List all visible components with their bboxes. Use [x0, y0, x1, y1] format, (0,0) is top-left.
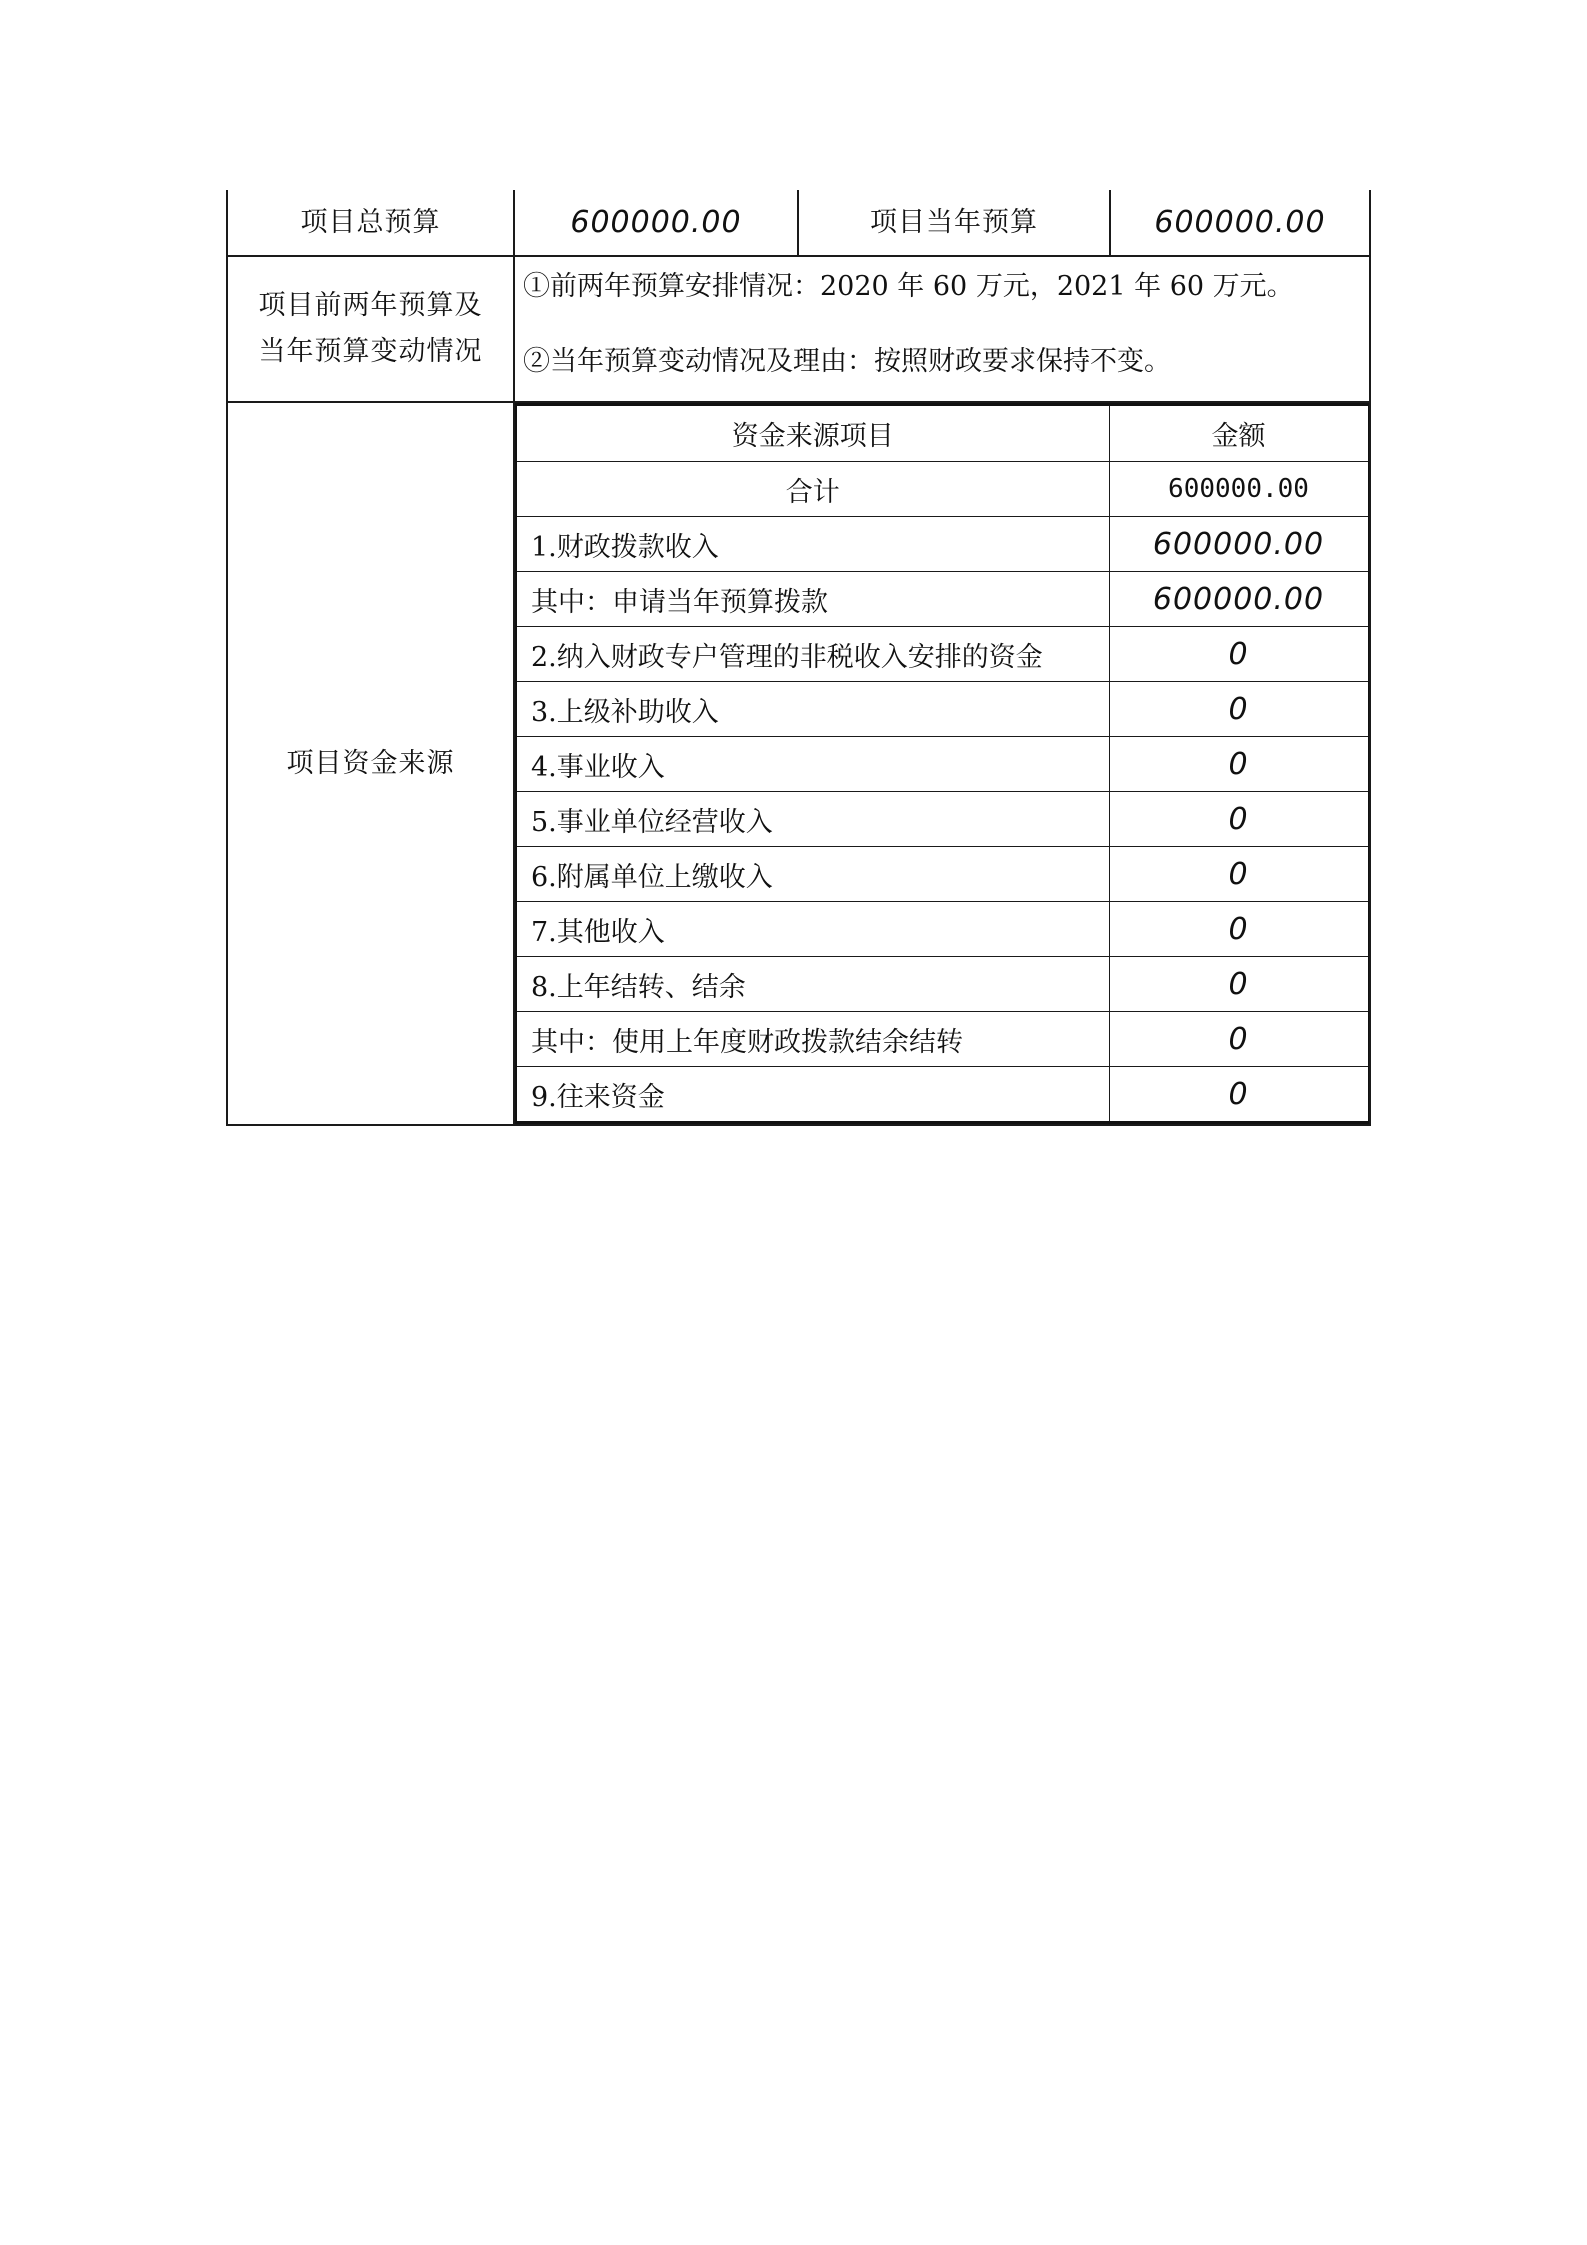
funding-row-label: 7.其他收入: [516, 902, 1109, 957]
table-row: [516, 572, 1369, 627]
funding-row-value: 0: [1109, 847, 1369, 902]
funding-row-value: 0: [1109, 1067, 1369, 1123]
funding-row-value: 0: [1109, 627, 1369, 682]
budget-change-row: [227, 256, 1370, 402]
funding-amount-header: 金额: [1109, 405, 1369, 462]
table-row: [516, 902, 1369, 957]
funding-total-value: 600000.00: [1109, 462, 1369, 517]
funding-row-label: 4.事业收入: [516, 737, 1109, 792]
table-row: [516, 792, 1369, 847]
funding-row-value: 0: [1109, 682, 1369, 737]
total-budget-value: 600000.00: [514, 190, 798, 256]
funding-source-row: [227, 402, 1370, 1125]
funding-row-value: 600000.00: [1109, 517, 1369, 572]
table-row: [516, 1012, 1369, 1067]
project-budget-table: [226, 190, 1371, 1126]
funding-source-container: [514, 402, 1370, 1125]
current-budget-value: 600000.00: [1110, 190, 1370, 256]
funding-header-row: [516, 405, 1369, 462]
table-row: [516, 517, 1369, 572]
funding-row-value: 0: [1109, 1012, 1369, 1067]
table-row: [516, 847, 1369, 902]
funding-row-value: 0: [1109, 737, 1369, 792]
funding-row-label: 5.事业单位经营收入: [516, 792, 1109, 847]
funding-row-label: 9.往来资金: [516, 1067, 1109, 1123]
budget-change-label: [227, 256, 514, 402]
current-budget-label: 项目当年预算: [798, 190, 1110, 256]
budget-row: [227, 190, 1370, 256]
budget-change-content: [514, 256, 1370, 402]
funding-row-label: 其中：申请当年预算拨款: [516, 572, 1109, 627]
funding-row-label: 8.上年结转、结余: [516, 957, 1109, 1012]
table-row: [516, 957, 1369, 1012]
previous-years-budget-text: ①前两年预算安排情况：2020 年 60 万元，2021 年 60 万元。: [523, 271, 1294, 302]
table-row: [516, 682, 1369, 737]
funding-row-value: 0: [1109, 902, 1369, 957]
funding-row-label: 1.财政拨款收入: [516, 517, 1109, 572]
funding-total-label: 合计: [516, 462, 1109, 517]
funding-row-label: 2.纳入财政专户管理的非税收入安排的资金: [516, 627, 1109, 682]
funding-row-value: 0: [1109, 957, 1369, 1012]
budget-change-label-line1: 项目前两年预算及: [258, 290, 483, 321]
funding-row-label: 6.附属单位上缴收入: [516, 847, 1109, 902]
table-row: [516, 1067, 1369, 1123]
funding-source-table: [515, 403, 1371, 1124]
total-budget-label: 项目总预算: [227, 190, 514, 256]
funding-row-value: 600000.00: [1109, 572, 1369, 627]
funding-row-label: 其中：使用上年度财政拨款结余结转: [516, 1012, 1109, 1067]
funding-source-label: 项目资金来源: [227, 402, 514, 1125]
funding-total-row: [516, 462, 1369, 517]
budget-change-label-line2: 当年预算变动情况: [258, 336, 483, 367]
current-year-change-text: ②当年预算变动情况及理由：按照财政要求保持不变。: [523, 346, 1171, 377]
table-row: [516, 627, 1369, 682]
funding-row-value: 0: [1109, 792, 1369, 847]
funding-item-header: 资金来源项目: [516, 405, 1109, 462]
funding-row-label: 3.上级补助收入: [516, 682, 1109, 737]
table-row: [516, 737, 1369, 792]
